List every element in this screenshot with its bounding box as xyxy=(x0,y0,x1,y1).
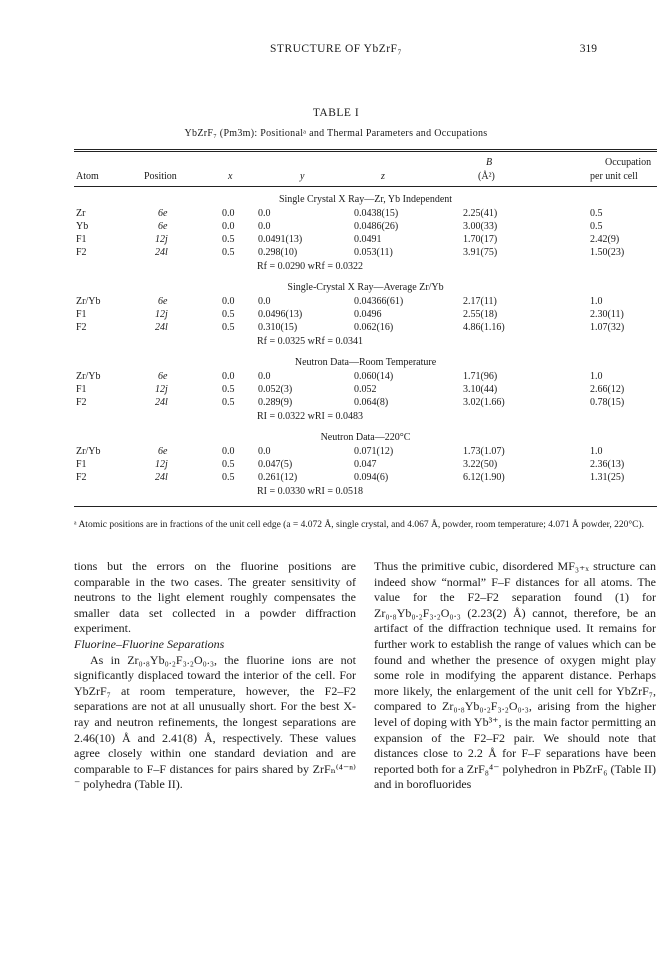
cell-z: 0.047 xyxy=(354,459,377,470)
cell-position: 12j xyxy=(155,234,168,245)
cell-occupation: 1.07(32) xyxy=(590,322,625,333)
cell-z: 0.04366(61) xyxy=(354,296,404,307)
cell-atom: F1 xyxy=(76,384,87,395)
cell-occupation: 2.42(9) xyxy=(590,234,620,245)
cell-occupation: 2.30(11) xyxy=(590,309,624,320)
left-column xyxy=(74,559,356,793)
section-title: Neutron Data—Room Temperature xyxy=(294,357,437,368)
cell-x: 0.5 xyxy=(222,472,235,483)
cell-occupation: 1.0 xyxy=(590,296,603,307)
cell-atom: Zr/Yb xyxy=(76,296,101,307)
cell-y: 0.0 xyxy=(258,371,271,382)
r-factors: Rf = 0.0290 wRf = 0.0322 xyxy=(257,261,364,272)
cell-occupation: 1.31(25) xyxy=(590,472,625,483)
cell-y: 0.0491(13) xyxy=(258,234,303,245)
cell-y: 0.052(3) xyxy=(258,384,293,395)
cell-z: 0.0438(15) xyxy=(354,208,399,219)
cell-b: 1.70(17) xyxy=(463,234,498,245)
cell-position: 12j xyxy=(155,384,168,395)
cell-position: 24l xyxy=(155,247,168,258)
body-paragraph: tions but the errors on the fluorine positions are comparable in the two cases. The greater sensitivity of neutrons to the light element roughly compensates the smaller data set collected in a powder diffraction experiment. xyxy=(74,559,356,636)
col-header-b: B xyxy=(486,157,493,168)
cell-position: 6e xyxy=(158,446,168,457)
cell-occupation: 0.78(15) xyxy=(590,397,625,408)
col-header-occupation: Occupation xyxy=(605,157,652,168)
cell-x: 0.5 xyxy=(222,234,235,245)
cell-occupation: 0.5 xyxy=(590,208,603,219)
cell-atom: F1 xyxy=(76,309,87,320)
cell-x: 0.0 xyxy=(222,446,235,457)
running-title: STRUCTURE OF YbZrF₇ xyxy=(270,43,402,55)
cell-b: 2.17(11) xyxy=(463,296,497,307)
r-factors: RI = 0.0322 wRI = 0.0483 xyxy=(257,411,364,422)
cell-position: 6e xyxy=(158,371,168,382)
cell-y: 0.0 xyxy=(258,446,271,457)
cell-z: 0.0491 xyxy=(354,234,382,245)
cell-x: 0.5 xyxy=(222,247,235,258)
cell-position: 6e xyxy=(158,221,168,232)
cell-z: 0.052 xyxy=(354,384,377,395)
cell-y: 0.289(9) xyxy=(258,397,293,408)
cell-atom: F1 xyxy=(76,459,87,470)
cell-x: 0.0 xyxy=(222,208,235,219)
cell-occupation: 1.0 xyxy=(590,446,603,457)
cell-z: 0.053(11) xyxy=(354,247,393,258)
cell-x: 0.0 xyxy=(222,371,235,382)
table-label: TABLE I xyxy=(312,107,360,119)
cell-x: 0.0 xyxy=(222,221,235,232)
right-column xyxy=(374,559,656,793)
body-paragraph: As in Zr₀.₈Yb₀.₂F₃.₂O₀.₃, the fluorine ions are not significantly displaced toward the interior of the cell. For YbZrF₇ at room temperature, however, the F2–F2 separations are not at all unusually short. For the best X-ray and neutron refinements, the longest separations are 2.46(10) Å and 2.41(8) Å, respectively. These values agree closely within one standard deviation and are comparable to F–F distances for pairs shared by ZrFₙ⁽⁴⁻ⁿ⁾⁻ polyhedra (Table II). xyxy=(74,652,356,792)
cell-position: 24l xyxy=(155,322,168,333)
cell-b: 3.22(50) xyxy=(463,459,498,470)
col-header-atom: Atom xyxy=(76,171,99,182)
table-top-rule xyxy=(74,149,657,150)
cell-y: 0.0 xyxy=(258,296,271,307)
cell-atom: Zr/Yb xyxy=(76,371,101,382)
running-header xyxy=(75,43,597,59)
cell-atom: Zr xyxy=(76,208,86,219)
cell-z: 0.064(8) xyxy=(354,397,389,408)
cell-b: 1.73(1.07) xyxy=(463,446,505,457)
cell-occupation: 0.5 xyxy=(590,221,603,232)
cell-z: 0.0496 xyxy=(354,309,382,320)
cell-occupation: 2.36(13) xyxy=(590,459,625,470)
col-header-x: x xyxy=(228,171,233,182)
table-top-rule-double xyxy=(74,151,657,152)
cell-x: 0.5 xyxy=(222,322,235,333)
cell-atom: Zr/Yb xyxy=(76,446,101,457)
cell-y: 0.0 xyxy=(258,208,271,219)
cell-occupation: 2.66(12) xyxy=(590,384,625,395)
cell-b: 3.02(1.66) xyxy=(463,397,505,408)
cell-y: 0.298(10) xyxy=(258,247,298,258)
cell-x: 0.5 xyxy=(222,459,235,470)
cell-y: 0.0 xyxy=(258,221,271,232)
cell-atom: F2 xyxy=(76,472,87,483)
cell-atom: F2 xyxy=(76,322,87,333)
body-paragraph: Thus the primitive cubic, disordered MF₃₊ₓ structure can indeed show “normal” F–F distances for all atoms. The value for the F2–F2 separation found (1) for Zr₀.₈Yb₀.₂F₃.₂O₀.₃ (2.23(2) Å) cannot, therefore, be an artifact of the diffraction technique used. It remains for further work to establish the range of values which can be found and whether the presence of oxygen might play some role in modifying the apparent distance. Perhaps more likely, the enlargement of the unit cell for YbZrF₇, compared to Zr₀.₈Yb₀.₂F₃.₂O₀.₃, arising from the higher level of doping with Yb³⁺, is the main factor permitting an expansion of the F2–F2 pair. We should note that distances close to 2.2 Å for F–F separations have been reported both for a ZrF₈⁴⁻ polyhedron in PbZrF₆ (Table II) and in borofluorides xyxy=(374,559,656,792)
cell-position: 12j xyxy=(155,309,168,320)
section-title: Single Crystal X Ray—Zr, Yb Independent xyxy=(278,194,453,205)
table-caption: YbZrF₇ (Pm3m): Positionalᵃ and Thermal Parameters and Occupations xyxy=(184,128,488,139)
section-heading: Fluorine–Fluorine Separations xyxy=(74,636,225,651)
cell-b: 3.00(33) xyxy=(463,221,498,232)
cell-atom: F1 xyxy=(76,234,87,245)
cell-x: 0.0 xyxy=(222,296,235,307)
cell-occupation: 1.50(23) xyxy=(590,247,625,258)
table-bottom-rule xyxy=(74,506,657,507)
cell-x: 0.5 xyxy=(222,384,235,395)
cell-z: 0.060(14) xyxy=(354,371,394,382)
cell-b: 1.71(96) xyxy=(463,371,498,382)
cell-position: 6e xyxy=(158,208,168,219)
cell-y: 0.310(15) xyxy=(258,322,298,333)
r-factors: RI = 0.0330 wRI = 0.0518 xyxy=(257,486,364,497)
cell-z: 0.071(12) xyxy=(354,446,394,457)
cell-z: 0.062(16) xyxy=(354,322,394,333)
header-rule xyxy=(74,186,657,187)
r-factors: Rf = 0.0325 wRf = 0.0341 xyxy=(257,336,364,347)
cell-atom: F2 xyxy=(76,397,87,408)
col-header-y: y xyxy=(300,171,305,182)
cell-position: 6e xyxy=(158,296,168,307)
cell-b: 6.12(1.90) xyxy=(463,472,505,483)
cell-z: 0.094(6) xyxy=(354,472,389,483)
cell-atom: F2 xyxy=(76,247,87,258)
col-header-b-unit: (Å²) xyxy=(478,171,495,182)
cell-position: 24l xyxy=(155,397,168,408)
cell-z: 0.0486(26) xyxy=(354,221,399,232)
cell-position: 12j xyxy=(155,459,168,470)
cell-y: 0.261(12) xyxy=(258,472,298,483)
cell-atom: Yb xyxy=(76,221,89,232)
cell-occupation: 1.0 xyxy=(590,371,603,382)
col-header-position: Position xyxy=(144,171,177,182)
cell-position: 24l xyxy=(155,472,168,483)
cell-b: 3.10(44) xyxy=(463,384,498,395)
col-header-per-unit-cell: per unit cell xyxy=(590,171,638,182)
cell-b: 2.25(41) xyxy=(463,208,498,219)
cell-y: 0.0496(13) xyxy=(258,309,303,320)
section-title: Single-Crystal X Ray—Average Zr/Yb xyxy=(287,282,444,293)
col-header-z: z xyxy=(381,171,385,182)
cell-x: 0.5 xyxy=(222,309,235,320)
cell-y: 0.047(5) xyxy=(258,459,293,470)
cell-b: 4.86(1.16) xyxy=(463,322,505,333)
page-number: 319 xyxy=(579,43,597,55)
table-footnote: ᵃ Atomic positions are in fractions of the unit cell edge (a = 4.072 Å, single crystal, and 4.067 Å, powder, room temperature; 4.071 Å powder, 220°C). xyxy=(74,520,645,530)
section-title: Neutron Data—220°C xyxy=(320,432,411,443)
cell-b: 2.55(18) xyxy=(463,309,498,320)
cell-b: 3.91(75) xyxy=(463,247,498,258)
cell-x: 0.5 xyxy=(222,397,235,408)
